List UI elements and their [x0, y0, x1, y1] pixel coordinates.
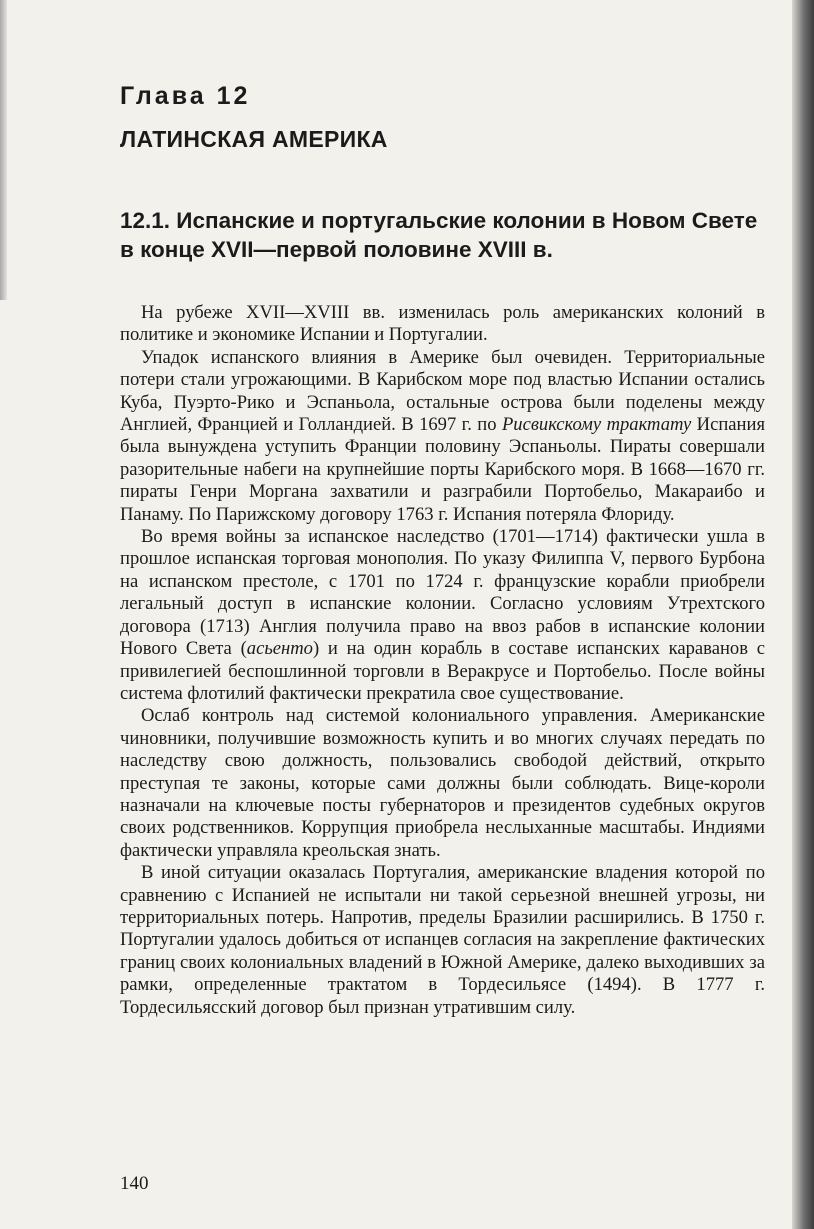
- paragraph-2: [120, 347, 765, 526]
- paragraph-3-emphasis: асьенто: [246, 638, 313, 660]
- paragraph-1: На рубеже XVII—XVIII вв. изменилась роль американских колоний в политике и экономике Испании и Португалии.: [120, 302, 765, 346]
- page-binding-shadow-left: [0, 0, 7, 300]
- paragraph-4: Ослаб контроль над системой колониального управления. Американские чиновники, получившие возможность купить и во многих случаях передать по наследству свою должность, пользовались свободой действий, открыто преступая те законы, которые сами должны были соблюдать. Вице-короли назначали на ключевые посты губернаторов и президентов судебных округов своих родственников. Коррупция приобрела неслыханные масштабы. Индиями фактически управляла креольская знать.: [120, 705, 765, 861]
- page-content: [120, 78, 765, 1019]
- section-title: 12.1. Испанские и португальские колонии в Новом Свете в конце XVII—первой половине XVIII в.: [120, 208, 758, 262]
- paragraph-2-text-after: Испания была вынуждена уступить Франции половину Эспаньолы. Пираты совершали разорительные набеги на крупнейшие порты Карибского моря. В 1668—1670 гг. пираты Генри Моргана захватили и разграбили Портобельо, Макараибо и Панаму. По Парижскому договору 1763 г. Испания потеряла Флориду.: [120, 414, 765, 525]
- paragraph-2-emphasis: Рисвикскому трактату: [501, 414, 692, 436]
- page-binding-shadow-right: [792, 0, 814, 1229]
- page-number: 140: [120, 1173, 149, 1194]
- paragraph-3-text-before: Во время войны за испанское наследство (1701—1714) фактически ушла в прошлое испанская торговая монополия. По указу Филиппа V, первого Бурбона на испанском престоле, с 1701 по 1724 г. французские корабли приобрели легальный доступ в испанские колонии. Согласно условиям Утрехтского договора (1713) Англия получила право на ввоз рабов в испанские колонии Нового Света (: [120, 526, 765, 660]
- paragraph-3: [120, 526, 765, 705]
- chapter-title: ЛАТИНСКАЯ АМЕРИКА: [120, 126, 388, 152]
- paragraph-5: В иной ситуации оказалась Португалия, американские владения которой по сравнению с Испанией не испытали ни такой серьезной внешней угрозы, ни территориальных потерь. Напротив, пределы Бразилии расширились. В 1750 г. Португалии удалось добиться от испанцев согласия на закрепление фактических границ своих колониальных владений в Южной Америке, далеко выходивших за рамки, определенные трактатом в Тордесильясе (1494). В 1777 г. Тордесильясский договор был признан утратившим силу.: [120, 862, 765, 1018]
- paragraph-2-text-before: Упадок испанского влияния в Америке был очевиден. Территориальные потери стали угрожающими. В Карибском море под властью Испании остались Куба, Пуэрто-Рико и Эспаньола, остальные острова были поделены между Англией, Францией и Голландией. В 1697 г. по: [120, 346, 765, 436]
- paragraph-3-text-after: ) и на один корабль в составе испанских караванов с привилегией беспошлинной торговли в Веракрусе и Портобельо. После войны система флотилий фактически прекратила свое существование.: [120, 638, 765, 704]
- body-text: [120, 302, 765, 1019]
- chapter-label: Глава 12: [120, 82, 251, 110]
